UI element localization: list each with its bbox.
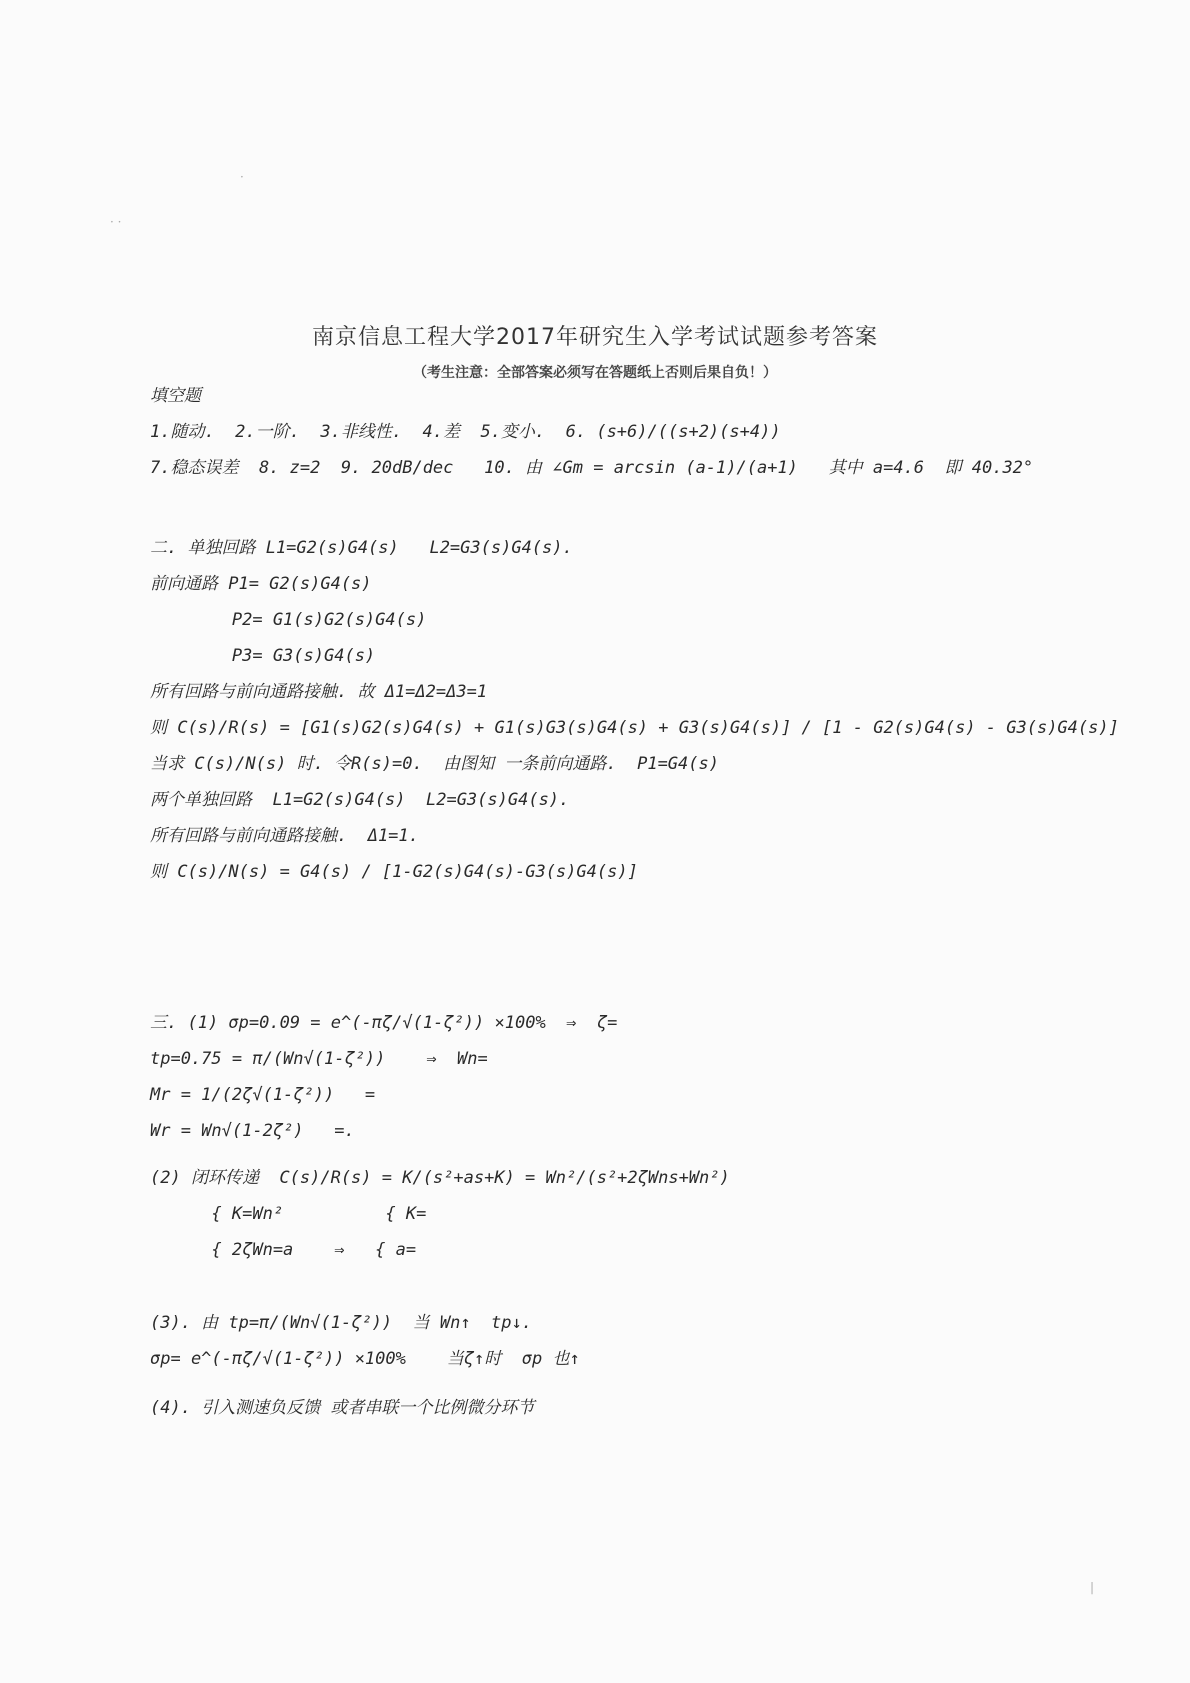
fill-in-heading: 填空题 (150, 386, 201, 406)
q2-line: 前向通路 P1= G2(s)G4(s) (150, 574, 372, 594)
section-question-3-part-2 (150, 1160, 730, 1268)
q2-line: 二. 单独回路 L1=G2(s)G4(s) L2=G3(s)G4(s). (150, 538, 573, 558)
q3-3-line: σp= e^(-πζ/√(1-ζ²)) ×100% 当ζ↑时 σp 也↑ (150, 1349, 580, 1369)
section-question-3-part-3 (150, 1305, 580, 1377)
q3-3-line: (3). 由 tp=π/(Wn√(1-ζ²)) 当 Wn↑ tp↓. (150, 1313, 532, 1333)
q3-1-line: Mr = 1/(2ζ√(1-ζ²)) = (150, 1085, 376, 1105)
section-fill-in (150, 378, 1033, 486)
q3-1-line: tp=0.75 = π/(Wn√(1-ζ²)) ⇒ Wn= (150, 1049, 488, 1069)
q3-2-line: (2) 闭环传递 C(s)/R(s) = K/(s²+as+K) = Wn²/(s²+2ζWns+Wn²) (150, 1168, 730, 1188)
q2-line: 所有回路与前向通路接触. 故 Δ1=Δ2=Δ3=1 (150, 682, 488, 702)
scan-speck: | (1090, 1580, 1095, 1594)
q2-line: P2= G1(s)G2(s)G4(s) (150, 610, 427, 630)
q3-2-line: { K=Wn² { K= (150, 1204, 427, 1224)
q3-1-line: Wr = Wn√(1-2ζ²) =. (150, 1121, 355, 1141)
scan-speck: · (240, 170, 244, 184)
scan-speck: · · (110, 215, 122, 229)
q2-line: 当求 C(s)/N(s) 时. 令R(s)=0. 由图知 一条前向通路. P1=G4(s) (150, 754, 719, 774)
q3-4-line: (4). 引入测速负反馈 或者串联一个比例微分环节 (150, 1398, 535, 1418)
section-question-2 (150, 530, 1119, 890)
q2-line: 两个单独回路 L1=G2(s)G4(s) L2=G3(s)G4(s). (150, 790, 570, 810)
q2-line: P3= G3(s)G4(s) (150, 646, 376, 666)
q3-2-line: { 2ζWn=a ⇒ { a= (150, 1240, 417, 1260)
section-question-3-part-4 (150, 1390, 534, 1426)
q2-line: 则 C(s)/R(s) = [G1(s)G2(s)G4(s) + G1(s)G3(s)G4(s) + G3(s)G4(s)] / [1 - G2(s)G4(s) - G3(s)G4(s)] (150, 718, 1119, 738)
q2-line: 所有回路与前向通路接触. Δ1=1. (150, 826, 419, 846)
fill-in-line-2: 7.稳态误差 8. z=2 9. 20dB/dec 10. 由 ∠Gm = arcsin (a-1)/(a+1) 其中 a=4.6 即 40.32° (150, 458, 1034, 478)
section-question-3-part-1 (150, 1005, 617, 1149)
q2-line: 则 C(s)/N(s) = G4(s) / [1-G2(s)G4(s)-G3(s)G4(s)] (150, 862, 638, 882)
page-title: 南京信息工程大学2017年研究生入学考试试题参考答案 (312, 325, 878, 350)
exam-notice: （考生注意：全部答案必须写在答题纸上否则后果自负！） (413, 365, 777, 381)
q3-1-line: 三. (1) σp=0.09 = e^(-πζ/√(1-ζ²)) ×100% ⇒ ζ= (150, 1013, 618, 1033)
fill-in-line-1: 1.随动. 2.一阶. 3.非线性. 4.差 5.变小. 6. (s+6)/((s+2)(s+4)) (150, 422, 781, 442)
